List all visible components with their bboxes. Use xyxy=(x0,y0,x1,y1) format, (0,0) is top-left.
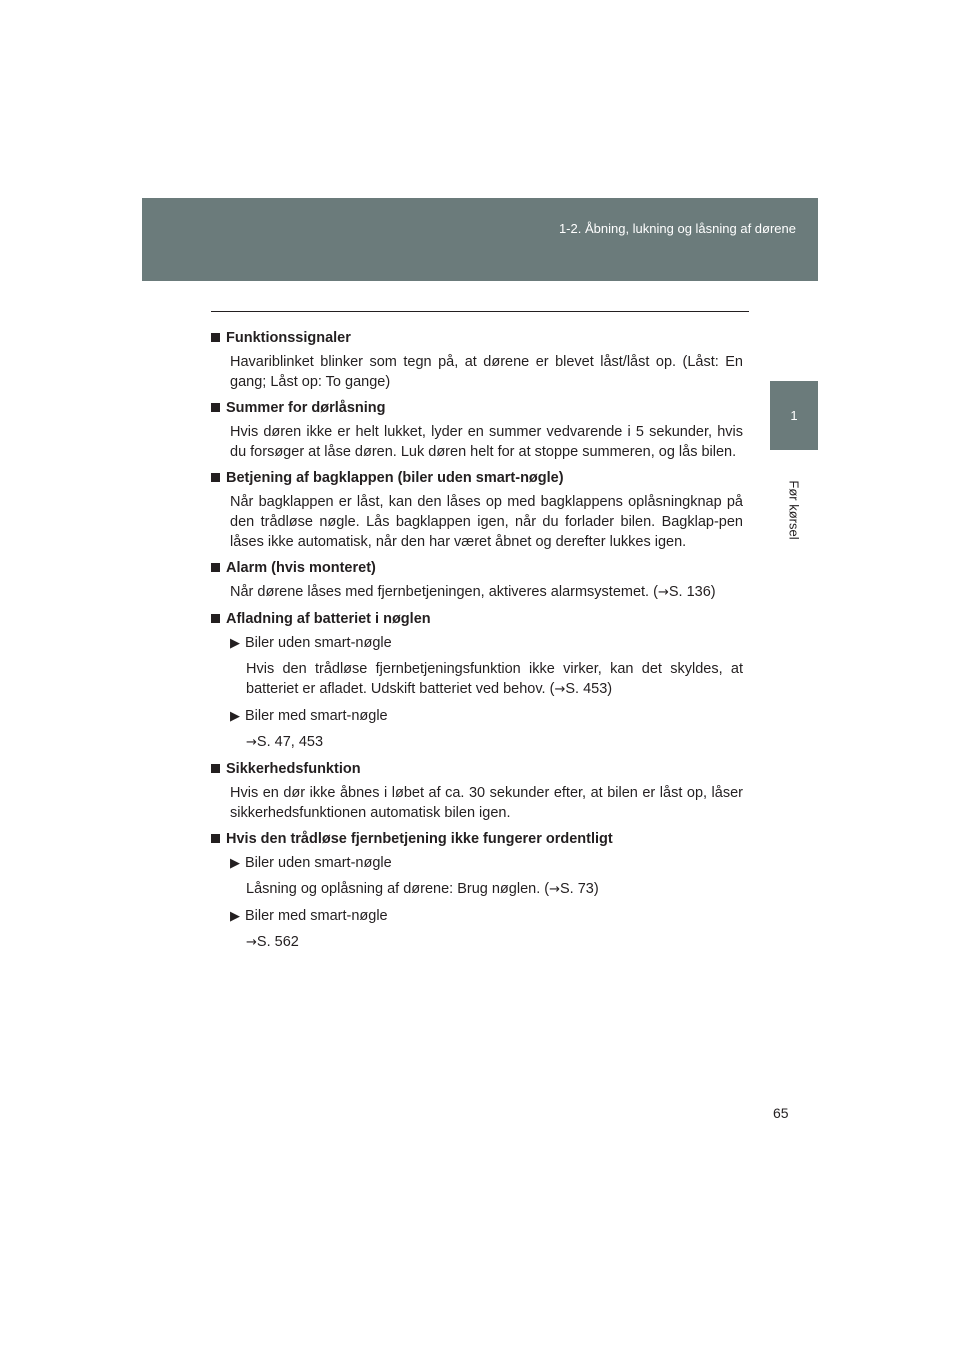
sub-label: Biler med smart-nøgle xyxy=(245,708,388,724)
section-heading: Summer for dørlåsning xyxy=(226,400,386,416)
triangle-right-icon: ▶ xyxy=(230,855,240,870)
right-arrow-icon: → xyxy=(549,882,560,897)
right-arrow-icon: → xyxy=(554,682,566,697)
text-before: Låsning og oplåsning af dørene: Brug nøglen. ( xyxy=(246,881,550,897)
sub-text xyxy=(246,659,743,700)
square-bullet-icon xyxy=(211,473,220,482)
content xyxy=(211,328,743,959)
sub-text xyxy=(246,932,743,953)
triangle-right-icon: ▶ xyxy=(230,908,240,923)
section-functionssignaler xyxy=(211,328,743,392)
header-band xyxy=(142,198,818,281)
section-text: Når bagklappen er låst, kan den låses op med bagklappens oplåsningknap på den trådløse nøgle. Lås bagklappen igen, når du forlader bilen. Bagklap-pen låses ikke automatisk, når den har været åbnet og derefter lukkes igen. xyxy=(230,494,743,550)
chapter-number: 1 xyxy=(790,408,798,423)
section-heading: Alarm (hvis monteret) xyxy=(226,560,376,576)
triangle-right-icon: ▶ xyxy=(230,708,240,723)
section-heading: Hvis den trådløse fjernbetjening ikke fungerer ordentligt xyxy=(226,831,613,847)
square-bullet-icon xyxy=(211,764,220,773)
section-heading: Betjening af bagklappen (biler uden smart-nøgle) xyxy=(226,470,564,486)
page-number: 65 xyxy=(773,1105,789,1121)
text-after: ) xyxy=(593,881,599,897)
square-bullet-icon xyxy=(211,563,220,572)
chapter-tab xyxy=(770,381,818,450)
page-reference[interactable]: S. 136 xyxy=(668,584,711,600)
right-arrow-icon: → xyxy=(246,735,257,750)
section-text xyxy=(230,582,743,603)
text-after: ) xyxy=(710,584,716,600)
section-summer xyxy=(211,398,743,462)
divider-rule xyxy=(211,311,749,312)
page-reference[interactable]: S. 47, 453 xyxy=(256,734,324,750)
section-fjernbetjening xyxy=(211,829,743,953)
sub-text xyxy=(246,879,743,900)
section-text: Havariblinket blinker som tegn på, at dørene er blevet låst/låst op. (Låst: En gang; Låst op: To gange) xyxy=(230,354,743,390)
sub-label: Biler uden smart-nøgle xyxy=(245,635,392,651)
sub-label: Biler med smart-nøgle xyxy=(245,908,388,924)
section-bagklappen xyxy=(211,468,743,552)
square-bullet-icon xyxy=(211,333,220,342)
page-reference[interactable]: S. 453 xyxy=(565,681,608,697)
text-after: ) xyxy=(607,681,613,697)
section-heading: Sikkerhedsfunktion xyxy=(226,761,361,777)
section-heading: Afladning af batteriet i nøglen xyxy=(226,611,431,627)
page-reference[interactable]: S. 562 xyxy=(256,934,299,950)
section-title: 1-2. Åbning, lukning og låsning af dørene xyxy=(558,221,796,236)
right-arrow-icon: → xyxy=(657,585,669,600)
section-afladning xyxy=(211,609,743,753)
text-before: Når dørene låses med fjernbetjeningen, aktiveres alarmsystemet. ( xyxy=(230,584,658,600)
square-bullet-icon xyxy=(211,403,220,412)
page-reference[interactable]: S. 73 xyxy=(560,881,594,897)
sub-text xyxy=(246,732,743,753)
section-text: Hvis døren ikke er helt lukket, lyder en summer vedvarende i 5 sekunder, hvis du forsøger at låse døren. Luk døren helt for at stoppe summeren, og lås bilen. xyxy=(230,424,743,460)
section-heading: Funktionssignaler xyxy=(226,330,351,346)
section-sikkerhed xyxy=(211,759,743,823)
section-alarm xyxy=(211,558,743,603)
right-arrow-icon: → xyxy=(246,935,257,950)
section-text: Hvis en dør ikke åbnes i løbet af ca. 30 sekunder efter, at bilen er låst op, låser sikkerhedsfunktionen automatisk bilen igen. xyxy=(230,785,743,821)
triangle-right-icon: ▶ xyxy=(230,635,240,650)
sub-label: Biler uden smart-nøgle xyxy=(245,855,392,871)
square-bullet-icon xyxy=(211,614,220,623)
text-before: Hvis den trådløse fjernbetjeningsfunktion ikke virker, kan det skyldes, at batteriet er afladet. Udskift batteriet ved behov. ( xyxy=(246,661,743,697)
chapter-label: Før kørsel xyxy=(786,480,802,540)
square-bullet-icon xyxy=(211,834,220,843)
